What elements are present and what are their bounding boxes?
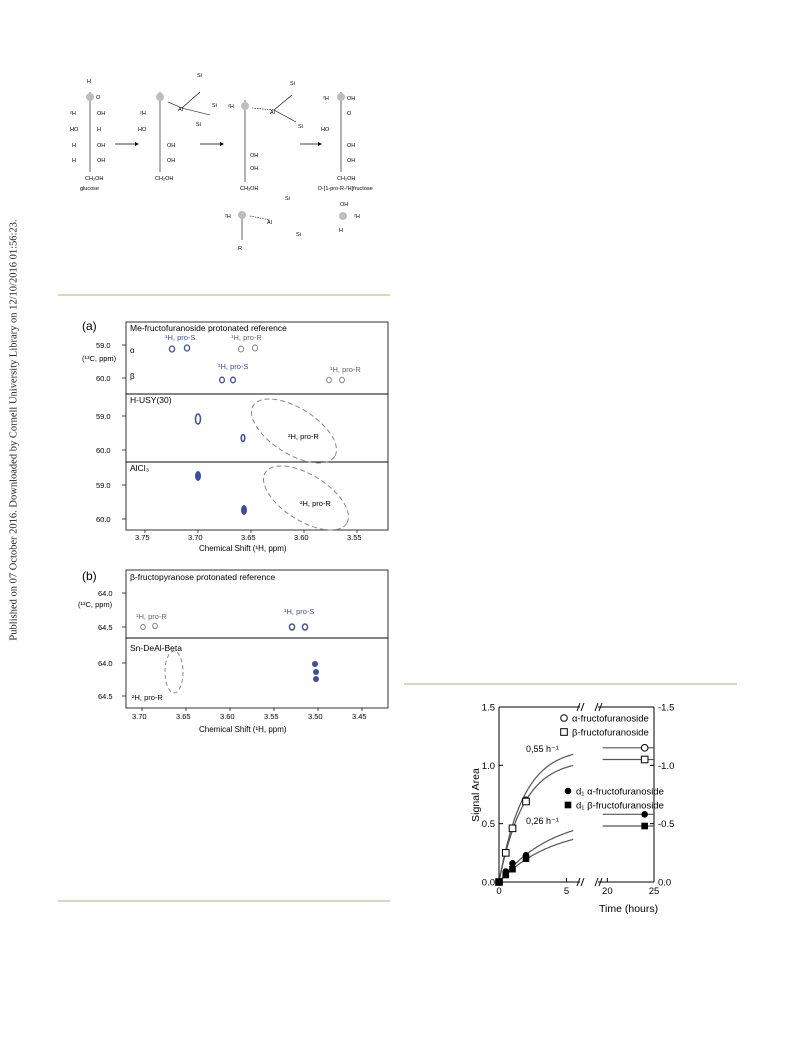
x-tick-label: 0	[496, 886, 502, 897]
panel-label-a: (a)	[82, 319, 97, 333]
y-tick-label: 0.5	[481, 819, 495, 831]
y-tick: 64.0	[98, 589, 113, 598]
section-rule	[58, 900, 390, 902]
atom: OH	[97, 111, 106, 117]
atom: ²H	[140, 111, 146, 117]
peak-label: ¹H, pro-R	[136, 612, 167, 621]
atom: OH	[167, 143, 176, 149]
atom: OH	[250, 153, 259, 159]
download-stamp-text: Published on 07 October 2016. Downloaded by Cornell University Library on 12/10/2016 01:56:23.	[8, 219, 20, 641]
atom: OH	[250, 166, 259, 172]
atom: OH	[97, 158, 106, 164]
axis-break-mark	[595, 878, 598, 886]
legend-entry: d₁ β-fructofuranoside	[576, 800, 664, 812]
download-stamp	[4, 150, 24, 710]
x-ticks	[135, 530, 362, 542]
fit-curves	[499, 748, 654, 882]
nmr-panel-a	[58, 316, 398, 552]
missing-peak-label: ²H, pro-R	[300, 499, 331, 508]
atom: Si	[298, 124, 303, 130]
missing-peak-region-b	[165, 651, 183, 693]
legend-marker	[561, 715, 568, 722]
atom: OH	[97, 143, 106, 149]
atom: H	[97, 127, 101, 133]
data-point	[502, 872, 509, 879]
legend-entry: d₁ α-fructofuranoside	[576, 786, 664, 798]
y-tick: 60.0	[96, 446, 111, 455]
atom: H	[87, 79, 91, 85]
subpanel-frame	[126, 462, 388, 530]
fit-curve	[499, 839, 573, 882]
nmr-panel-b	[58, 566, 398, 746]
y-unit: (¹³C, ppm)	[78, 600, 113, 609]
data-point	[641, 745, 648, 752]
al-complex-2	[228, 81, 303, 192]
y-tick: 59.0	[96, 481, 111, 490]
glucose-label: glucose	[80, 186, 99, 192]
atom: H	[339, 228, 343, 234]
al-complex-1	[138, 73, 217, 182]
x-tick: 3.55	[264, 712, 279, 721]
atom: CH₂OH	[240, 186, 259, 192]
atom: Si	[197, 73, 202, 79]
x-tick-label: 20	[602, 886, 613, 897]
x-axis-label: Chemical Shift (¹H, ppm)	[199, 725, 287, 734]
beta-label: β	[130, 372, 135, 381]
x-tick: 3.45	[352, 712, 367, 721]
data-point	[509, 866, 516, 873]
alpha-label: α	[130, 346, 135, 355]
atom: CH₂OH	[85, 176, 104, 182]
atom: OH	[167, 158, 176, 164]
legend-entry: β-fructofuranoside	[572, 727, 649, 739]
atom: HO	[321, 127, 330, 133]
data-point	[496, 879, 503, 886]
atom: Si	[290, 81, 295, 87]
fructose-label: D-[1-pro-R-²H]fructose	[318, 186, 373, 192]
legend-entry: α-fructofuranoside	[572, 713, 649, 725]
section-rule	[58, 294, 390, 296]
atom: ²H	[70, 111, 76, 117]
atom: HO	[70, 127, 79, 133]
data-point	[523, 855, 530, 862]
missing-peak-label: ²H, pro-R	[288, 432, 319, 441]
atom: ²H	[225, 214, 231, 220]
y-tick: 60.0	[96, 515, 111, 524]
kinetics-chart	[404, 692, 737, 922]
x-axis-label: Chemical Shift (¹H, ppm)	[199, 544, 287, 553]
x-tick: 3.70	[188, 533, 203, 542]
peak-label: ¹H, pro-S	[165, 333, 196, 342]
atom: H	[72, 158, 76, 164]
y-tick: 64.5	[98, 692, 113, 701]
atom: Si	[196, 122, 201, 128]
reaction-arrows	[115, 142, 322, 146]
x-tick: 3.50	[308, 712, 323, 721]
rate-label-slow: 0,26 h⁻¹	[526, 816, 559, 826]
glucose-structure	[70, 79, 105, 192]
atom: O	[347, 111, 352, 117]
data-point	[509, 860, 516, 867]
atom: Si	[212, 103, 217, 109]
y-ticks	[96, 341, 126, 524]
atom: Si	[285, 196, 290, 202]
peak-label: ¹H, pro-S	[218, 362, 249, 371]
atom: Al	[178, 107, 183, 113]
y-tick-label: 1.0	[481, 760, 495, 772]
data-point	[509, 825, 516, 832]
missing-peak-label: ²H, pro-R	[132, 693, 163, 702]
y-tick-label: 0.0	[481, 877, 495, 889]
atom: O	[96, 95, 101, 101]
x-tick: 3.75	[135, 533, 150, 542]
atom: R	[238, 246, 242, 252]
atom: CH₂OH	[155, 176, 174, 182]
peak-label: ¹H, pro-R	[330, 365, 361, 374]
atom: ²H	[323, 96, 329, 102]
axis-break-mark	[581, 878, 584, 886]
peak-label: ¹H, pro-S	[284, 607, 315, 616]
y-tick: 59.0	[96, 412, 111, 421]
fructose-structure	[318, 92, 373, 192]
atom: HO	[138, 127, 147, 133]
x-tick-label: 25	[648, 886, 660, 897]
nmr-peaks-a	[169, 345, 344, 515]
atom: OH	[347, 143, 356, 149]
atom: Al	[270, 110, 275, 116]
subpanel-title: H-USY(30)	[130, 395, 172, 405]
transition-state-detail	[225, 196, 360, 252]
legend-upper	[561, 714, 649, 739]
y-axis-label: Signal Area	[470, 768, 482, 822]
y-tick: 64.5	[98, 623, 113, 632]
y-tick: 59.0	[96, 341, 111, 350]
atom: ²H	[354, 214, 360, 220]
reaction-scheme	[60, 40, 400, 270]
data-point	[641, 756, 648, 763]
legend-lower	[565, 787, 664, 812]
legend-marker	[565, 788, 572, 795]
axis-break-mark	[581, 703, 584, 711]
legend-marker	[565, 802, 572, 809]
y-tick-label-right: 0.0	[658, 877, 672, 889]
subpanel-title: Sn-DeAl-Beta	[130, 643, 182, 653]
data-point	[641, 811, 648, 818]
y-tick-label-right: -1.5	[658, 702, 675, 714]
panel-label-b: (b)	[82, 569, 97, 583]
x-tick: 3.55	[347, 533, 362, 542]
atom: OH	[347, 158, 356, 164]
y-tick: 64.0	[98, 659, 113, 668]
atom: CH₂OH	[337, 176, 356, 182]
atom: ²H	[228, 104, 234, 110]
data-point	[641, 823, 648, 830]
missing-peak-regions-a	[241, 386, 359, 543]
y-unit: (¹³C, ppm)	[82, 354, 117, 363]
x-tick: 3.65	[241, 533, 256, 542]
subpanel-title: Me-fructofuranoside protonated reference	[130, 323, 287, 333]
atom: Al	[267, 220, 272, 226]
x-tick: 3.60	[220, 712, 235, 721]
x-tick: 3.60	[294, 533, 309, 542]
axis-break-mark	[595, 703, 598, 711]
y-tick-label-right: -0.5	[658, 819, 675, 831]
y-tick: 60.0	[96, 374, 111, 383]
subpanel-title: β-fructopyranose protonated reference	[130, 572, 276, 582]
y-tick-label-right: -1.0	[658, 760, 675, 772]
x-axis-label: Time (hours)	[599, 903, 659, 915]
rate-label-fast: 0,55 h⁻¹	[526, 744, 559, 754]
x-tick: 3.65	[176, 712, 191, 721]
atom: Si	[296, 232, 301, 238]
x-ticks	[132, 708, 367, 721]
data-point	[523, 798, 530, 805]
atom: OH	[347, 96, 356, 102]
atom: OH	[340, 202, 349, 208]
data-point	[502, 850, 509, 857]
x-tick-label: 5	[563, 886, 570, 897]
peak-label: ¹H, pro-R	[231, 333, 262, 342]
section-rule	[404, 683, 737, 685]
x-tick: 3.70	[132, 712, 147, 721]
y-tick-label: 1.5	[481, 702, 495, 714]
legend-marker	[561, 729, 568, 736]
subpanel-title: AlCl₃	[130, 463, 150, 473]
atom: H	[72, 143, 76, 149]
